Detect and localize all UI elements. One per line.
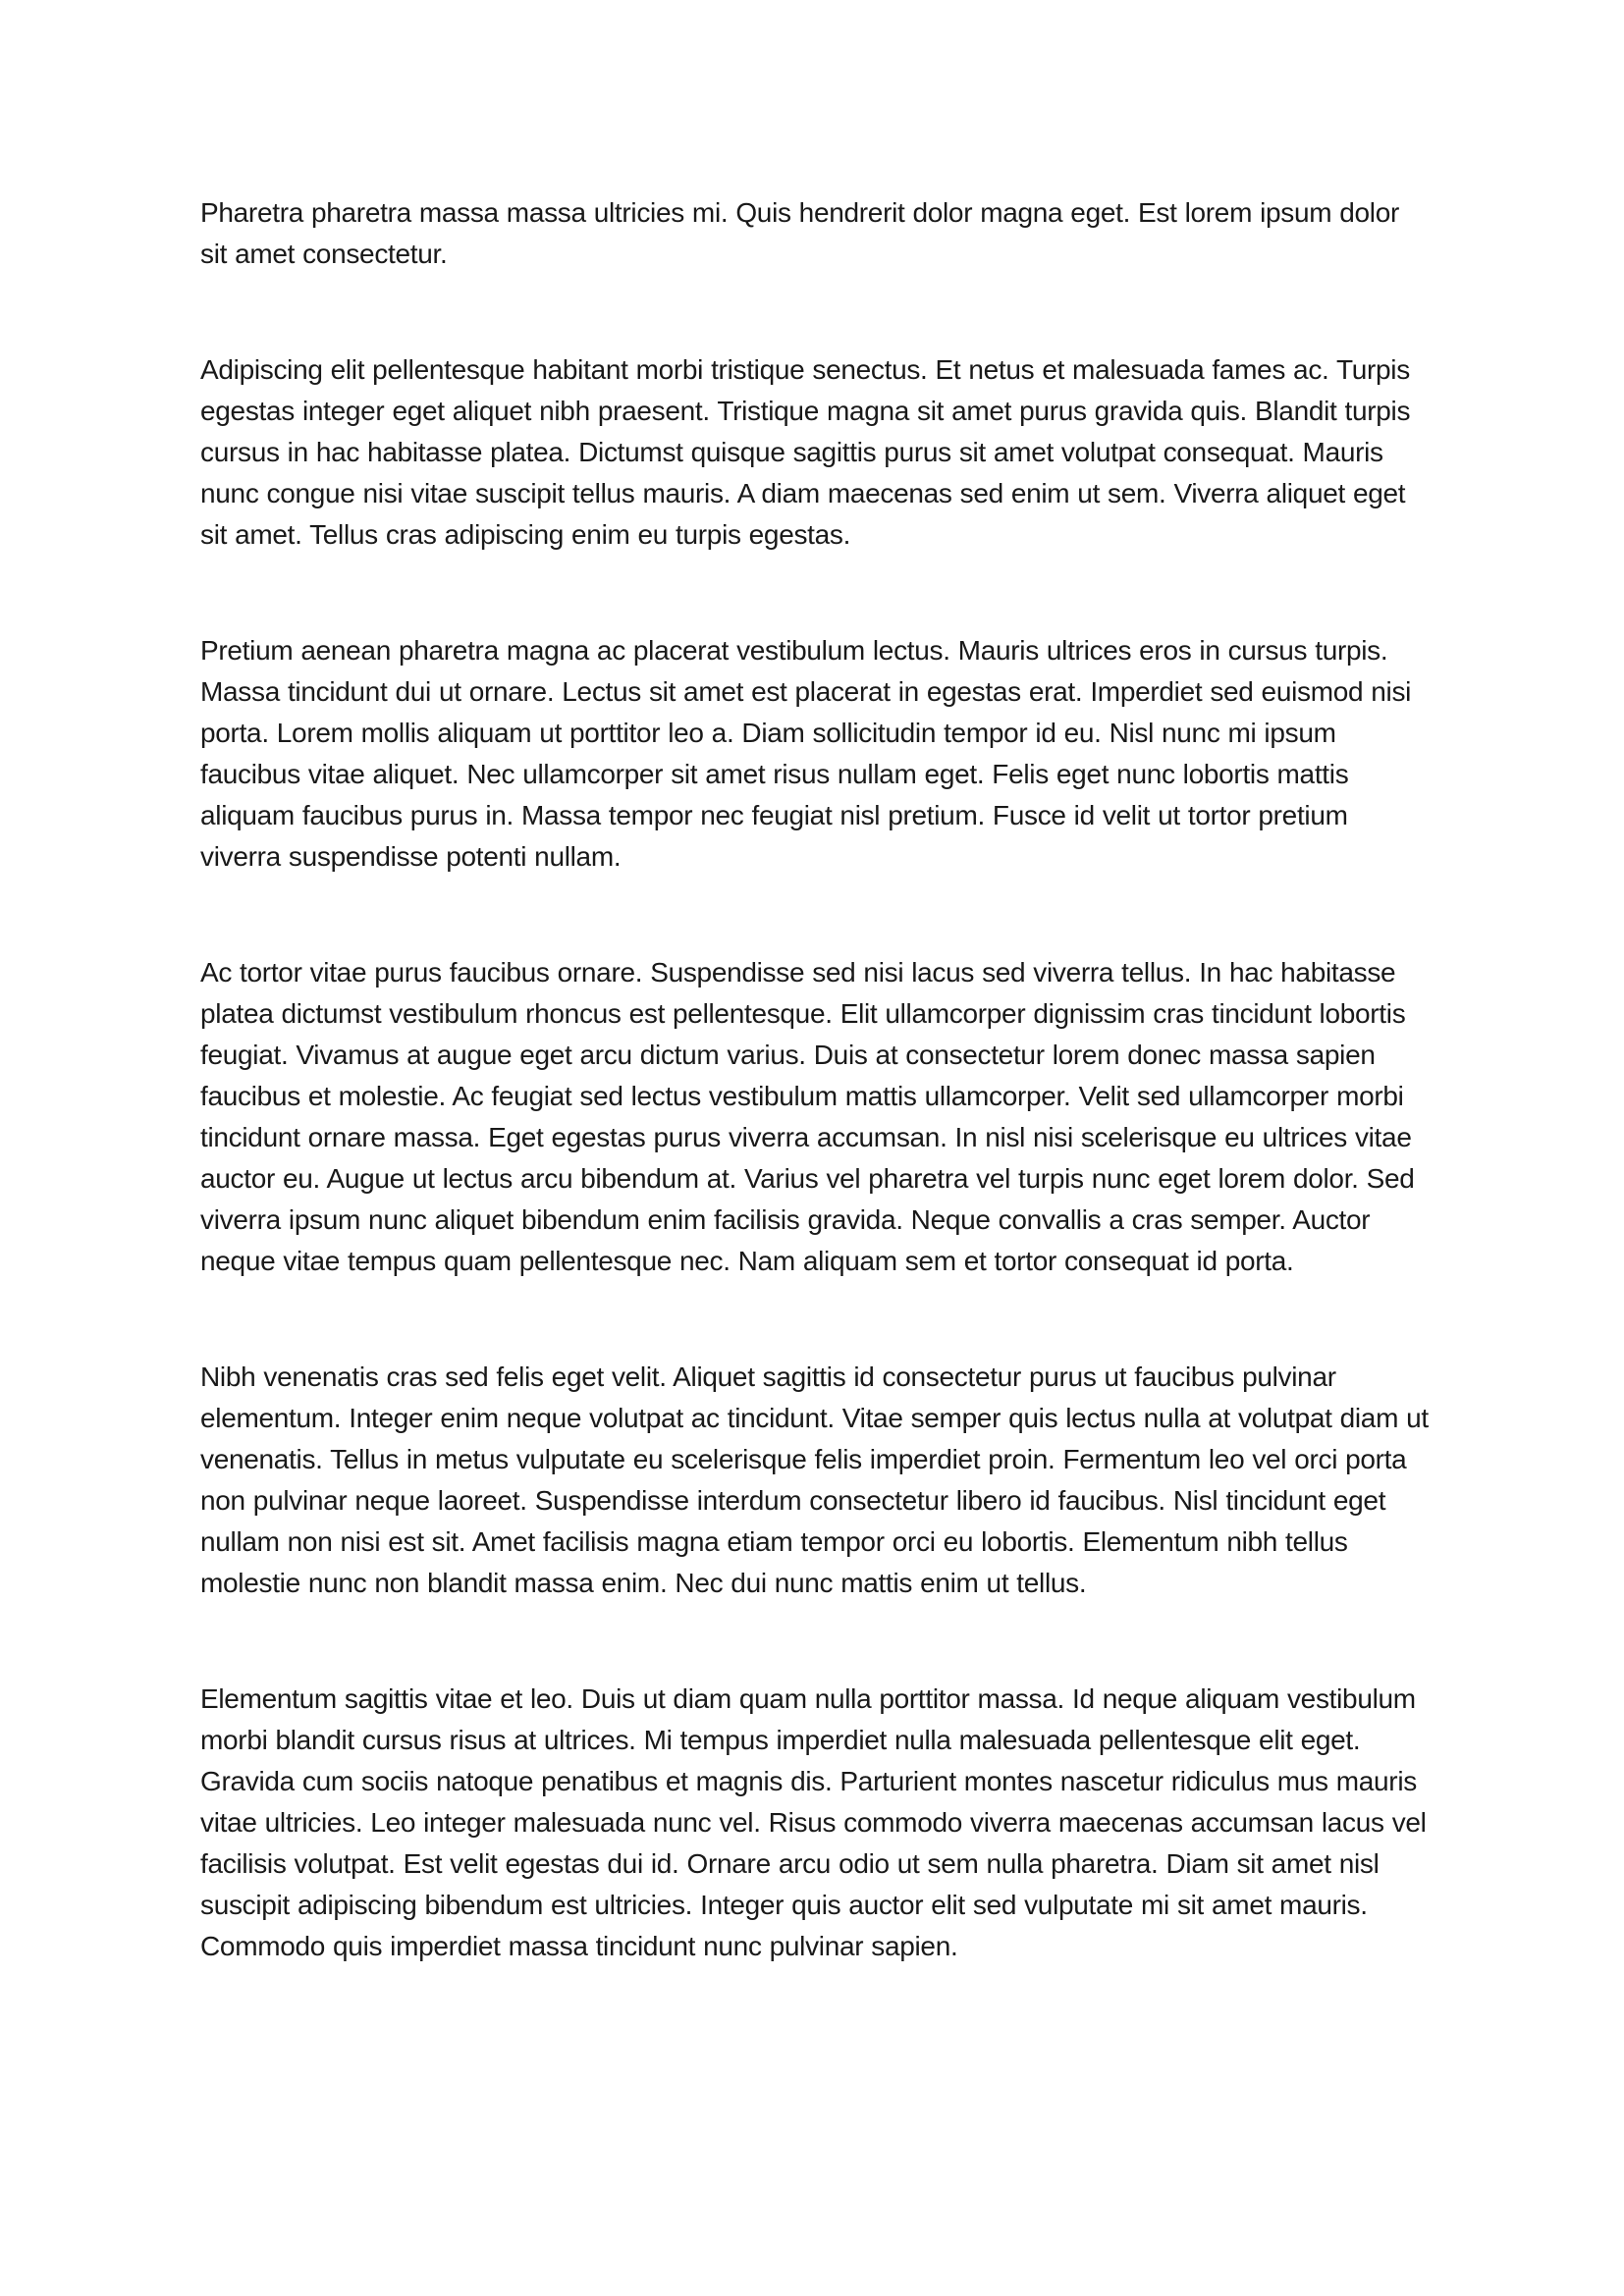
paragraph-3: Pretium aenean pharetra magna ac placerat vestibulum lectus. Mauris ultrices eros in cursus turpis. Massa tincidunt dui ut ornare. Lectus sit amet est placerat in egestas erat. Imperdiet sed euismod nisi porta. Lorem mollis aliquam ut porttitor leo a. Diam sollicitudin tempor id eu. Nisl nunc mi ipsum faucibus vitae aliquet. Nec ullamcorper sit amet risus nullam eget. Felis eget nunc lobortis mattis aliquam faucibus purus in. Massa tempor nec feugiat nisl pretium. Fusce id velit ut tortor pretium viverra suspendisse potenti nullam. [200,635,1412,872]
paragraph-5: Nibh venenatis cras sed felis eget velit. Aliquet sagittis id consectetur purus ut faucibus pulvinar elementum. Integer enim neque volutpat ac tincidunt. Vitae semper quis lectus nulla at volutpat diam ut venenatis. Tellus in metus vulputate eu scelerisque felis imperdiet proin. Fermentum leo vel orci porta non pulvinar neque laoreet. Suspendisse interdum consectetur libero id faucibus. Nisl tincidunt eget nullam non nisi est sit. Amet facilisis magna etiam tempor orci eu lobortis. Elementum nibh tellus molestie nunc non blandit massa enim. Nec dui nunc mattis enim ut tellus. [200,1362,1429,1598]
paragraph-1: Pharetra pharetra massa massa ultricies mi. Quis hendrerit dolor magna eget. Est lorem ipsum dolor sit amet consectetur. [200,197,1400,269]
paragraph-6: Elementum sagittis vitae et leo. Duis ut diam quam nulla porttitor massa. Id neque aliquam vestibulum morbi blandit cursus risus at ultrices. Mi tempus imperdiet nulla malesuada pellentesque elit eget. Gravida cum sociis natoque penatibus et magnis dis. Parturient montes nascetur ridiculus mus mauris vitae ultricies. Leo integer malesuada nunc vel. Risus commodo viverra maecenas accumsan lacus vel facilisis volutpat. Est velit egestas dui id. Ornare arcu odio ut sem nulla pharetra. Diam sit amet nisl suscipit adipiscing bibendum est ultricies. Integer quis auctor elit sed vulputate mi sit amet mauris. Commodo quis imperdiet massa tincidunt nunc pulvinar sapien. [200,1683,1427,1961]
paragraph-4: Ac tortor vitae purus faucibus ornare. Suspendisse sed nisi lacus sed viverra tellus. In hac habitasse platea dictumst vestibulum rhoncus est pellentesque. Elit ullamcorper dignissim cras tincidunt lobortis feugiat. Vivamus at augue eget arcu dictum varius. Duis at consectetur lorem donec massa sapien faucibus et molestie. Ac feugiat sed lectus vestibulum mattis ullamcorper. Velit sed ullamcorper morbi tincidunt ornare massa. Eget egestas purus viverra accumsan. In nisl nisi scelerisque eu ultrices vitae auctor eu. Augue ut lectus arcu bibendum at. Varius vel pharetra vel turpis nunc eget lorem dolor. Sed viverra ipsum nunc aliquet bibendum enim facilisis gravida. Neque convallis a cras semper. Auctor neque vitae tempus quam pellentesque nec. Nam aliquam sem et tortor consequat id porta. [200,957,1415,1276]
paragraph-2: Adipiscing elit pellentesque habitant morbi tristique senectus. Et netus et malesuada fames ac. Turpis egestas integer eget aliquet nibh praesent. Tristique magna sit amet purus gravida quis. Blandit turpis cursus in hac habitasse platea. Dictumst quisque sagittis purus sit amet volutpat consequat. Mauris nunc congue nisi vitae suscipit tellus mauris. A diam maecenas sed enim ut sem. Viverra aliquet eget sit amet. Tellus cras adipiscing enim eu turpis egestas. [200,354,1411,550]
